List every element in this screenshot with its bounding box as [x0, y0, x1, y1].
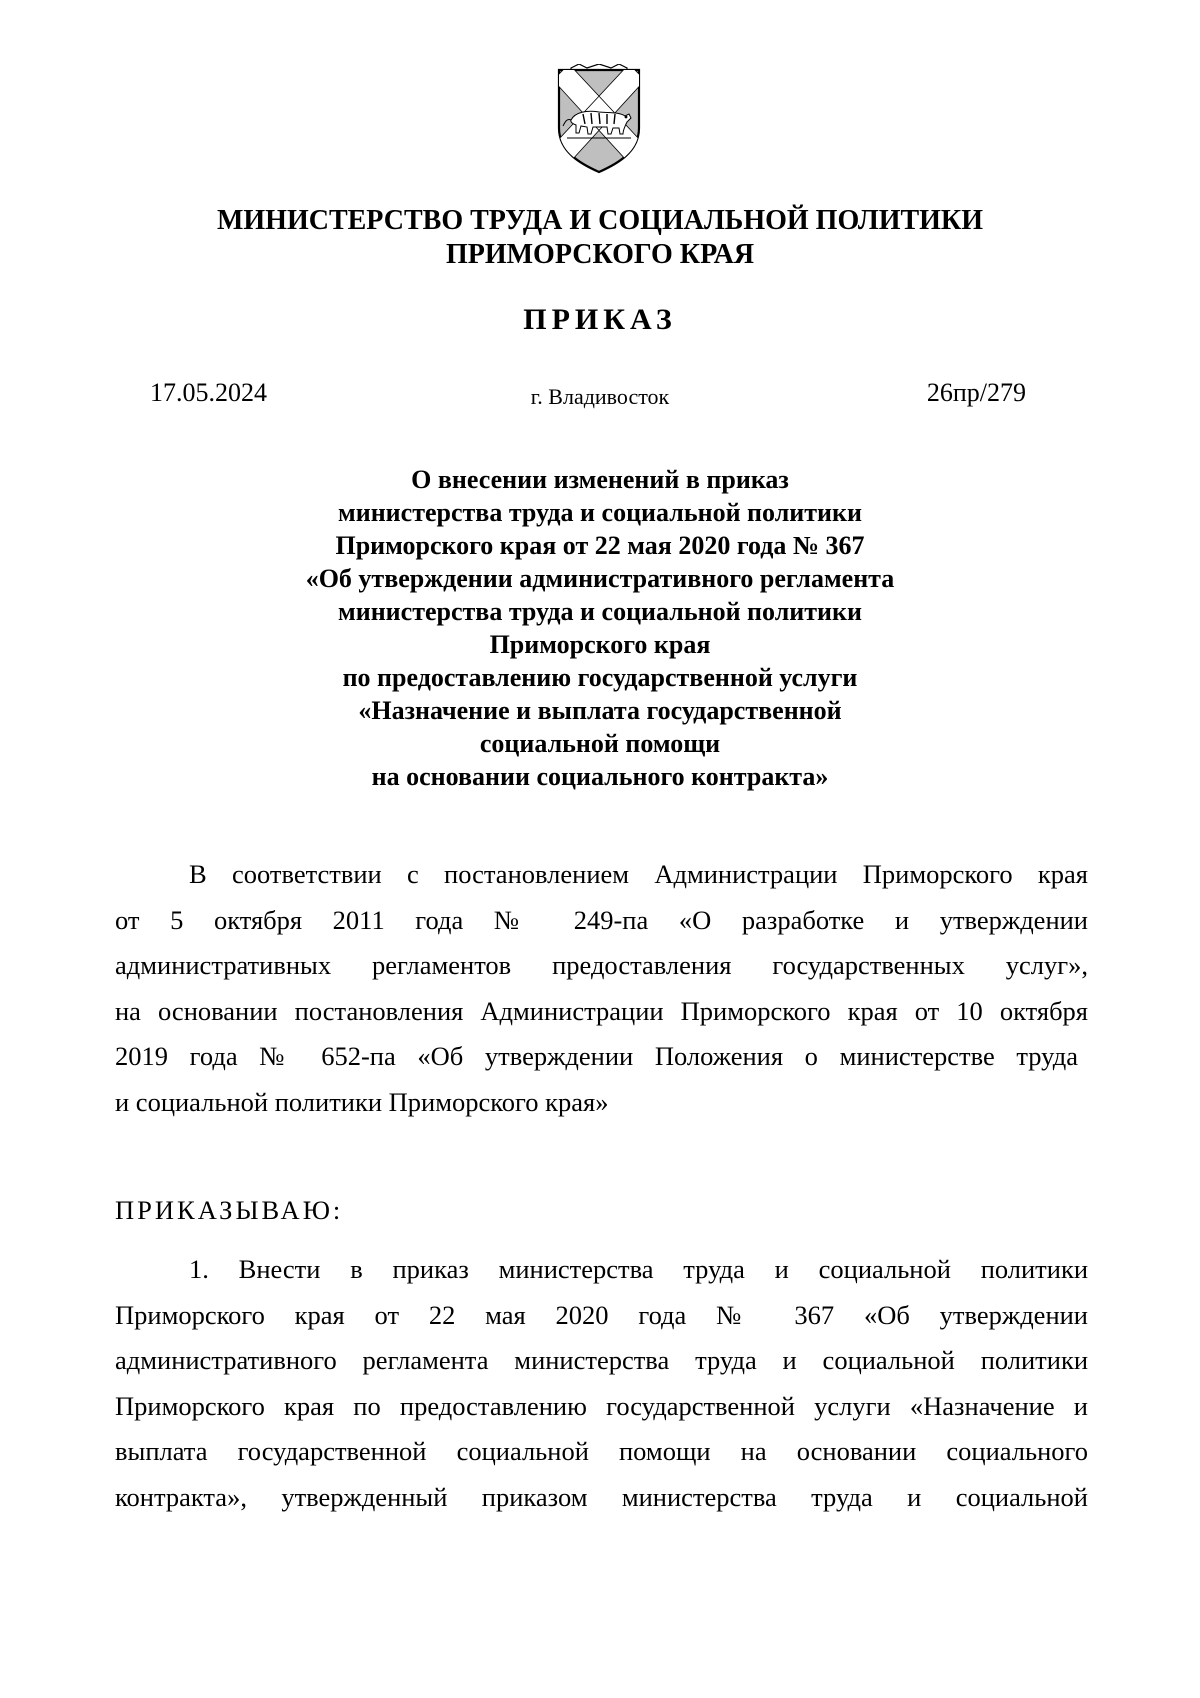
paragraph-line: административных регламентов предоставления государственных услуг», [115, 950, 1088, 980]
preamble-paragraph [115, 852, 1088, 1125]
paragraph-line: выплата государственной социальной помощи на основании социального [115, 1436, 1088, 1466]
subject-line: Приморского края [489, 630, 711, 659]
paragraph-line: административного регламента министерства труда и социальной политики [115, 1345, 1088, 1375]
ministry-name-line1: МИНИСТЕРСТВО ТРУДА И СОЦИАЛЬНОЙ ПОЛИТИКИ [216, 205, 984, 236]
paragraph-line: Приморского края по предоставлению государственной услуги «Назначение и [115, 1390, 1088, 1421]
paragraph-line: 2019 года № 652-па «Об утверждении Положения о министерстве труда [115, 1041, 1078, 1071]
subject-line: «Назначение и выплата государственной [358, 696, 842, 725]
paragraph-line: и социальной политики Приморского края» [115, 1086, 609, 1117]
document-number: 26пр/279 [926, 378, 1026, 407]
subject-line: О внесении изменений в приказ [411, 465, 789, 494]
paragraph-line: В соответствии с постановлением Администрации Приморского края [189, 859, 1088, 889]
subject-line: министерства труда и социальной политики [338, 597, 862, 626]
subject-line: министерства труда и социальной политики [338, 498, 862, 527]
order-paragraph-1 [115, 1247, 1088, 1520]
paragraph-line: контракта», утвержденный приказом министерства труда и социальной [115, 1481, 1088, 1512]
subject-line: Приморского края от 22 мая 2020 года № 367 [335, 531, 865, 560]
ministry-name [0, 204, 1200, 272]
ministry-name-line2: ПРИМОРСКОГО КРАЯ [445, 239, 755, 270]
paragraph-line: 1. Внести в приказ министерства труда и социальной политики [189, 1254, 1088, 1284]
subject-line: социальной помощи [479, 729, 721, 758]
subject-line: по предоставлению государственной услуги [342, 663, 858, 692]
document-type: ПРИКАЗ [523, 303, 677, 336]
subject-line: на основании социального контракта» [371, 762, 829, 791]
decree-word: ПРИКАЗЫВАЮ: [115, 1195, 344, 1225]
paragraph-line: от 5 октября 2011 года № 249-па «О разработке и утверждении [115, 904, 1088, 935]
paragraph-line: на основании постановления Администрации Приморского края от 10 октября [115, 995, 1088, 1026]
paragraph-line: Приморского края от 22 мая 2020 года № 367 «Об утверждении [115, 1299, 1088, 1330]
document-date: 17.05.2024 [150, 378, 267, 407]
subject-line: «Об утверждении административного регламента [305, 564, 895, 593]
primorsky-krai-coat-of-arms-icon [553, 64, 645, 181]
document-subject [0, 463, 1200, 793]
document-city: г. Владивосток [530, 384, 670, 409]
